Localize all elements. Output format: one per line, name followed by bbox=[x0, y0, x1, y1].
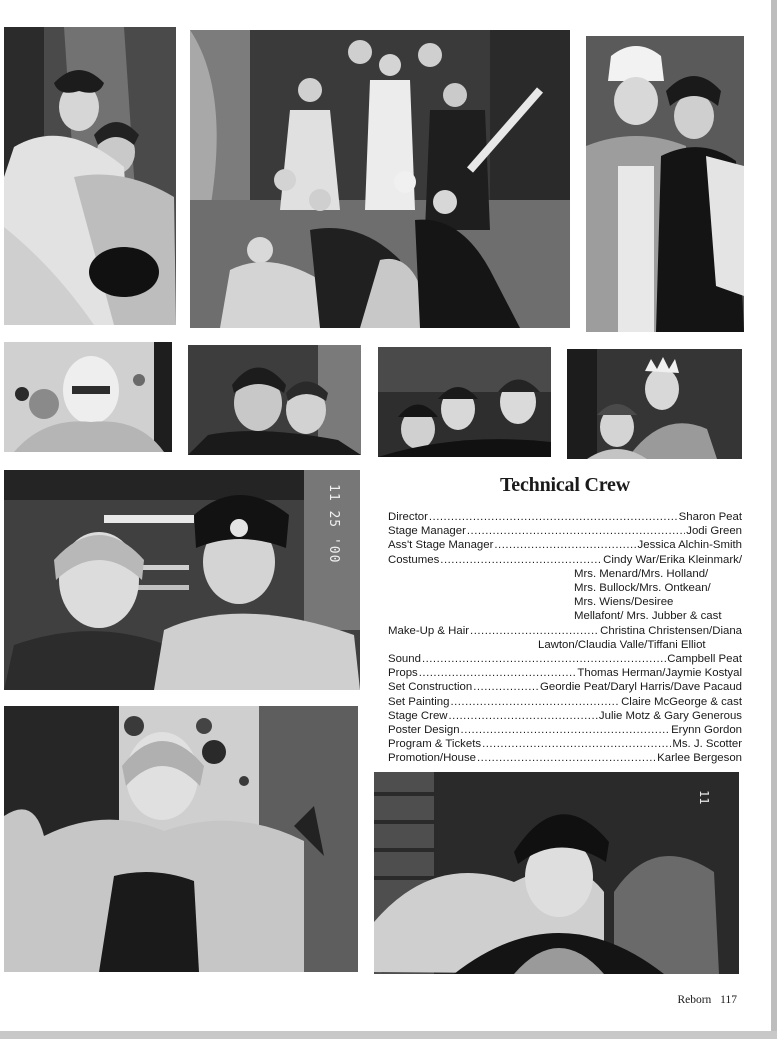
credit-continuation: Mrs. Bullock/Mrs. Ontkean/ bbox=[574, 582, 711, 595]
credit-row-poster-design bbox=[388, 723, 742, 737]
page-edge-bottom bbox=[0, 1031, 777, 1039]
credit-row-promotion-house bbox=[388, 751, 742, 765]
photo-three-actresses bbox=[378, 347, 551, 457]
credit-row-props bbox=[388, 666, 742, 680]
photo-dramatic-makeup bbox=[374, 772, 739, 974]
photo-date-stamp: 11 25 '00 bbox=[326, 484, 341, 564]
credit-row-sound bbox=[388, 652, 742, 666]
credit-name: Karlee Bergeson bbox=[657, 752, 742, 765]
photo-crowned-couple bbox=[567, 349, 742, 459]
credit-continuation: Mellafont/ Mrs. Jubber & cast bbox=[574, 610, 722, 623]
credit-name: Jessica Alchin-Smith bbox=[637, 539, 742, 552]
credit-role: Make-Up & Hair bbox=[388, 624, 470, 637]
credit-row-set-construction bbox=[388, 680, 742, 694]
photo-date-stamp-partial: 11 bbox=[697, 790, 711, 805]
credit-name: Julie Motz & Gary Generous bbox=[598, 709, 742, 722]
credit-row-asst-stage-manager bbox=[388, 538, 742, 552]
credit-name: Cindy War/Erika Kleinmark/ bbox=[603, 553, 742, 566]
credit-name: Campbell Peat bbox=[667, 653, 742, 666]
credit-role: Sound bbox=[388, 653, 421, 666]
credit-role: Poster Design bbox=[388, 724, 460, 737]
photo-cast-group bbox=[190, 30, 570, 328]
leader-dots bbox=[450, 695, 620, 709]
credit-continuation: Lawton/Claudia Valle/Tiffani Elliot bbox=[538, 638, 706, 651]
photo-genie-and-woman bbox=[586, 36, 744, 332]
credit-name: Christina Christensen/Diana bbox=[600, 624, 742, 637]
credit-name: Geordie Peat/Daryl Harris/Dave Pacaud bbox=[540, 681, 742, 694]
photo-mummy bbox=[4, 342, 172, 452]
credit-name: Ms. J. Scotter bbox=[672, 738, 742, 751]
credit-role: Stage Crew bbox=[388, 709, 448, 722]
leader-dots bbox=[419, 666, 577, 680]
credit-row-director bbox=[388, 510, 742, 524]
credit-row-program-tickets bbox=[388, 737, 742, 751]
credit-name: Jodi Green bbox=[686, 525, 742, 538]
page-edge bbox=[771, 0, 777, 1039]
leader-dots bbox=[449, 709, 598, 723]
credit-continuation: Mrs. Menard/Mrs. Holland/ bbox=[574, 567, 709, 580]
credit-row-costumes bbox=[388, 553, 742, 567]
technical-crew-credits bbox=[388, 474, 742, 766]
photo-two-actors bbox=[188, 345, 361, 455]
leader-dots bbox=[477, 751, 656, 765]
page-number: 117 bbox=[720, 994, 737, 1006]
credits-title: Technical Crew bbox=[500, 474, 630, 496]
leader-dots bbox=[482, 737, 671, 751]
footer-section-title: Reborn bbox=[677, 994, 712, 1006]
leader-dots bbox=[461, 723, 671, 737]
leader-dots bbox=[440, 553, 602, 567]
page-footer bbox=[677, 994, 737, 1006]
credit-role: Set Construction bbox=[388, 681, 473, 694]
leader-dots bbox=[494, 538, 636, 552]
leader-dots bbox=[467, 524, 685, 538]
credit-name: Claire McGeorge & cast bbox=[621, 695, 742, 708]
credit-role: Program & Tickets bbox=[388, 738, 482, 751]
credit-role: Promotion/House bbox=[388, 752, 477, 765]
credit-row-makeup-hair bbox=[388, 624, 742, 638]
credit-name: Thomas Herman/Jaymie Kostyal bbox=[577, 667, 742, 680]
photo-smiling-pair bbox=[4, 470, 360, 690]
credit-name: Erynn Gordon bbox=[671, 724, 742, 737]
credit-row-stage-crew bbox=[388, 709, 742, 723]
credit-role: Set Painting bbox=[388, 695, 450, 708]
photo-costumed-couple bbox=[4, 27, 176, 325]
leader-dots bbox=[422, 652, 666, 666]
credit-name: Sharon Peat bbox=[678, 511, 742, 523]
credit-role: Props bbox=[388, 667, 418, 680]
credit-role: Costumes bbox=[388, 553, 440, 566]
leader-dots bbox=[470, 624, 599, 638]
credit-role: Director bbox=[388, 511, 428, 523]
leader-dots bbox=[429, 510, 678, 524]
credit-role: Ass't Stage Manager bbox=[388, 539, 494, 552]
credit-continuation: Mrs. Wiens/Desiree bbox=[574, 596, 674, 609]
photo-girl-in-shawl bbox=[4, 706, 358, 972]
credit-row-stage-manager bbox=[388, 524, 742, 538]
credit-role: Stage Manager bbox=[388, 525, 466, 538]
credit-row-set-painting bbox=[388, 695, 742, 709]
leader-dots bbox=[473, 680, 539, 694]
